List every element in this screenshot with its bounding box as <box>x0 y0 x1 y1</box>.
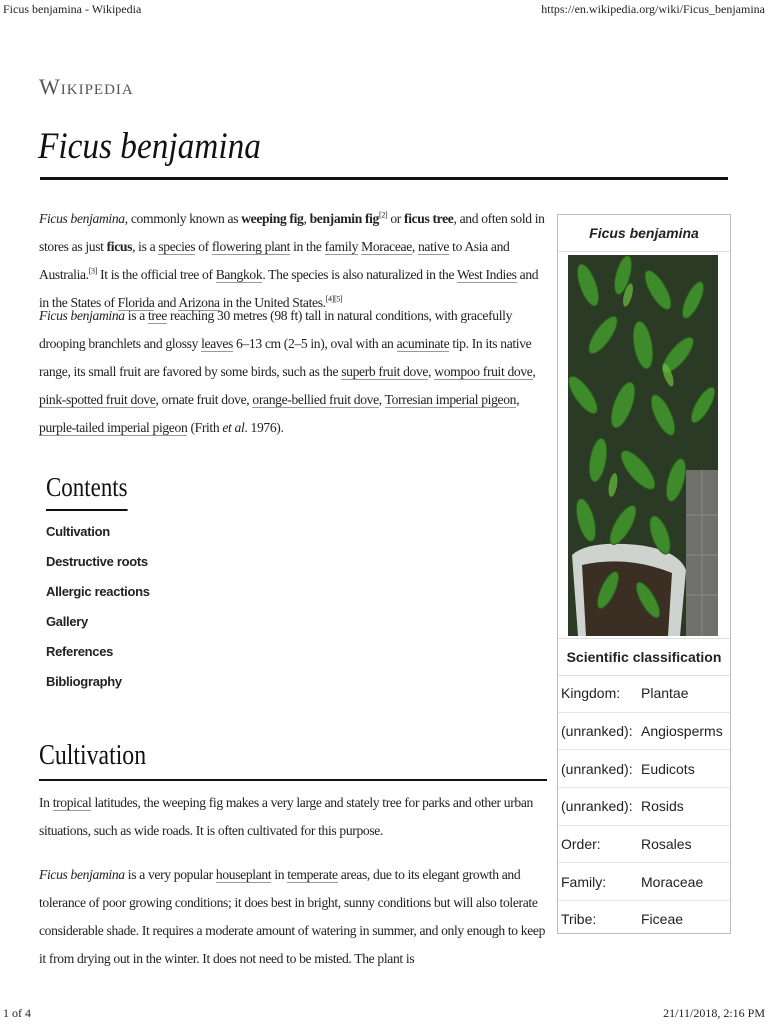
inline-link[interactable]: acuminate <box>396 336 450 351</box>
text-run: of <box>195 239 212 254</box>
infobox-title: Ficus benjamina <box>558 215 730 252</box>
text-run: reaching 30 metres (98 ft) tall in natural conditions, with gracefully drooping branchlets and glossy <box>39 308 513 351</box>
cultivation-paragraph-2 <box>39 861 547 973</box>
infobox <box>557 214 731 934</box>
cultivation-paragraph-1-text <box>39 789 547 845</box>
classification-row <box>558 713 730 751</box>
cultivation-paragraph-1 <box>39 789 547 845</box>
classification-label: Kingdom: <box>561 685 621 702</box>
inline-link[interactable]: tropical <box>52 795 92 810</box>
classification-table <box>558 675 730 938</box>
classification-value[interactable]: Angiosperms <box>641 723 723 740</box>
text-run: is a very popular <box>124 867 216 882</box>
toc-title: Contents <box>46 472 128 511</box>
bold-term: ficus tree <box>404 211 454 226</box>
cultivation-paragraph-2-text <box>39 861 547 973</box>
inline-link[interactable]: Florida <box>117 295 155 310</box>
intro-paragraph-2 <box>39 302 547 442</box>
classification-row <box>558 750 730 788</box>
title-divider <box>40 177 728 180</box>
print-header-title: Ficus benjamina - Wikipedia <box>3 2 142 16</box>
classification-label: (unranked): <box>561 760 633 777</box>
classification-value[interactable]: Eudicots <box>641 760 695 777</box>
text-run: . The species is also naturalized in the <box>262 267 457 282</box>
inline-link[interactable]: Bangkok <box>215 267 263 282</box>
classification-value[interactable]: Moraceae <box>641 873 704 890</box>
inline-link[interactable]: orange-bellied fruit dove <box>252 392 379 407</box>
classification-value[interactable]: Rosales <box>641 836 692 853</box>
inline-link[interactable]: Torresian imperial pigeon <box>384 392 517 407</box>
inline-link[interactable]: species <box>158 239 196 254</box>
text-run: In <box>39 795 53 810</box>
classification-row <box>558 863 730 901</box>
intro-paragraph-2-text <box>39 302 547 442</box>
text-run: , ornate fruit dove, <box>155 392 253 407</box>
intro-paragraph-1 <box>39 205 547 317</box>
toc-item-bibliography[interactable]: Bibliography <box>46 674 122 689</box>
intro-paragraph-1-text <box>39 205 547 317</box>
print-footer-datetime: 21/11/2018, 2:16 PM <box>663 1006 765 1020</box>
text-run: , and often sold in stores as just <box>39 211 545 254</box>
text-run: latitudes, the weeping fig makes a very large and stately tree for parks and other urban situations, such as wide roads. It is often cultivated for this purpose. <box>39 795 533 838</box>
classification-label: (unranked): <box>561 798 633 815</box>
inline-link[interactable]: native <box>417 239 450 254</box>
print-footer-page: 1 of 4 <box>3 1006 31 1020</box>
italic-term: Ficus benjamina <box>39 867 125 882</box>
classification-row <box>558 788 730 826</box>
print-header-url: https://en.wikipedia.org/wiki/Ficus_benjamina <box>541 2 765 16</box>
toc-list <box>46 521 150 701</box>
text-run: in the <box>290 239 325 254</box>
text-run: , <box>532 364 536 379</box>
text-run: , <box>411 239 418 254</box>
text-run: , commonly known as <box>124 211 242 226</box>
text-run: in the United States. <box>219 295 326 310</box>
inline-link[interactable]: Moraceae <box>361 239 412 254</box>
inline-link[interactable]: family <box>324 239 359 254</box>
italic-term: Ficus benjamina <box>39 211 125 226</box>
inline-link[interactable]: wompoo fruit dove <box>434 364 533 379</box>
text-run: , <box>428 364 435 379</box>
page-title: Ficus benjamina <box>38 126 261 167</box>
text-run: . 1976). <box>244 420 284 435</box>
toc-item-allergic-reactions[interactable]: Allergic reactions <box>46 584 150 599</box>
text-run: (Frith <box>187 420 223 435</box>
inline-link[interactable]: temperate <box>287 867 338 882</box>
classification-label: Tribe: <box>561 911 597 928</box>
text-run: , <box>303 211 310 226</box>
text-run: in <box>271 867 288 882</box>
inline-link[interactable]: houseplant <box>215 867 272 882</box>
text-run: , <box>516 392 520 407</box>
italic-term: et al <box>222 420 245 435</box>
toc-item-cultivation[interactable]: Cultivation <box>46 524 110 539</box>
inline-link[interactable]: Arizona <box>178 295 220 310</box>
inline-link[interactable]: leaves <box>201 336 233 351</box>
italic-term: Ficus benjamina <box>39 308 125 323</box>
classification-value[interactable]: Ficeae <box>641 911 684 928</box>
toc-item-references[interactable]: References <box>46 644 114 659</box>
text-run: 6–13 cm (2–5 in), oval with an <box>232 336 397 351</box>
text-run: tip. In its native range, its small fruit are favored by some birds, such as the <box>39 336 532 379</box>
text-run: and in the States of <box>39 267 539 310</box>
citation-link[interactable]: [3] <box>88 266 98 276</box>
bold-term: benjamin fig <box>309 211 379 226</box>
inline-link[interactable]: flowering plant <box>211 239 291 254</box>
classification-value[interactable]: Plantae <box>641 685 689 702</box>
bold-term: ficus <box>106 239 133 254</box>
classification-label: (unranked): <box>561 723 633 740</box>
ficus-plant-illustration <box>568 255 718 636</box>
ficus-plant-photo[interactable] <box>568 255 718 636</box>
wikipedia-wordmark: Wikipedia <box>39 74 134 99</box>
citation-link[interactable]: [2] <box>379 210 388 220</box>
text-run: areas, due to its elegant growth and tolerance of poor growing conditions; it does best in bright, sunny conditions but will also tolerate considerable shade. It requires a moderate amount of watering in summer, and only enough to keep it from drying out in the winter. It does not need to be misted. The plant is <box>39 867 546 966</box>
text-run: is a <box>124 308 148 323</box>
classification-row <box>558 901 730 938</box>
citation-link[interactable]: [4][5] <box>325 294 343 304</box>
classification-label: Family: <box>561 873 607 890</box>
inline-link[interactable]: pink-spotted fruit dove <box>39 392 156 407</box>
classification-row <box>558 826 730 864</box>
text-run: to Asia and Australia. <box>39 239 510 282</box>
section-divider <box>39 779 547 781</box>
inline-link[interactable]: superb fruit dove <box>341 364 429 379</box>
classification-row <box>558 675 730 713</box>
text-run: , is a <box>132 239 159 254</box>
inline-link[interactable]: tree <box>147 308 167 323</box>
text-run: and <box>154 295 179 310</box>
text-run: , <box>378 392 385 407</box>
text-run: or <box>387 211 405 226</box>
scientific-classification-header: Scientific classification <box>558 638 730 676</box>
classification-label: Order: <box>561 836 601 853</box>
classification-value[interactable]: Rosids <box>641 798 684 815</box>
section-heading-cultivation: Cultivation <box>39 740 147 771</box>
inline-link[interactable]: West Indies <box>457 267 517 282</box>
toc-item-gallery[interactable]: Gallery <box>46 614 88 629</box>
bold-term: weeping fig <box>241 211 304 226</box>
text-run: It is the official tree of <box>97 267 216 282</box>
inline-link[interactable]: purple-tailed imperial pigeon <box>39 420 188 435</box>
toc-item-destructive-roots[interactable]: Destructive roots <box>46 554 148 569</box>
table-of-contents <box>46 472 150 701</box>
